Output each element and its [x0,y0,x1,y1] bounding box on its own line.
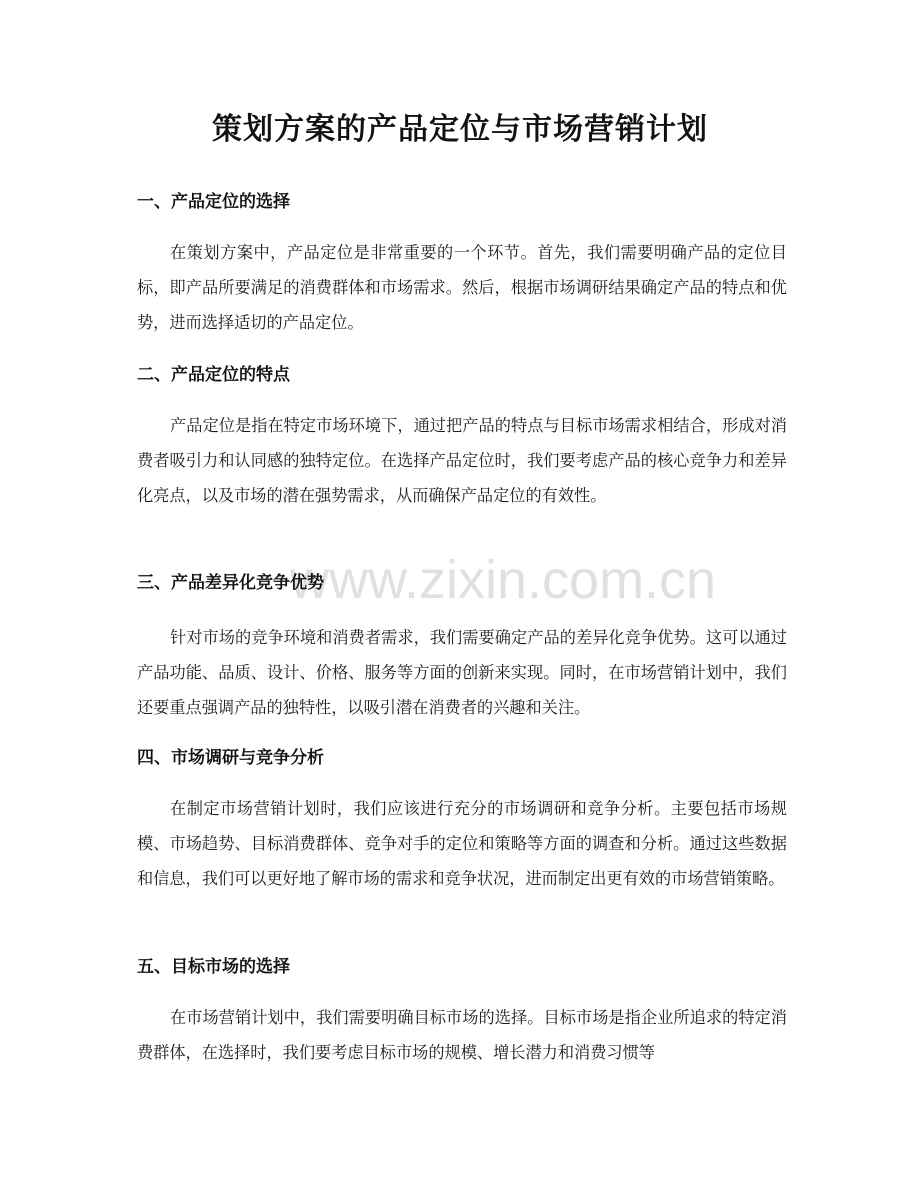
section-heading-4: 四、市场调研与竞争分析 [137,748,324,768]
section-body-4: 在制定市场营销计划时，我们应该进行充分的市场调研和竞争分析。主要包括市场规模、市场趋势、目标消费群体、竞争对手的定位和策略等方面的调查和分析。通过这些数据和信息，我们可以更好地了解市场的需求和竞争状况，进而制定出更有效的市场营销策略。 [137,799,787,888]
section-heading-3: 三、产品差异化竞争优势 [137,573,324,593]
section-body-5: 在市场营销计划中，我们需要明确目标市场的选择。目标市场是指企业所追求的特定消费群体，在选择时，我们要考虑目标市场的规模、增长潜力和消费习惯等 [137,1008,787,1062]
section-heading-2: 二、产品定位的特点 [137,365,290,385]
page-title: 策划方案的产品定位与市场营销计划 [212,112,708,147]
section-body-2: 产品定位是指在特定市场环境下，通过把产品的特点与目标市场需求相结合，形成对消费者吸引力和认同感的独特定位。在选择产品定位时，我们要考虑产品的核心竞争力和差异化亮点，以及市场的潜在强势需求，从而确保产品定位的有效性。 [137,416,787,505]
section-body-3: 针对市场的竞争环境和消费者需求，我们需要确定产品的差异化竞争优势。这可以通过产品功能、品质、设计、价格、服务等方面的创新来实现。同时，在市场营销计划中，我们还要重点强调产品的独特性，以吸引潜在消费者的兴趣和关注。 [137,628,787,717]
section-heading-5: 五、目标市场的选择 [137,957,290,977]
section-body-1: 在策划方案中，产品定位是非常重要的一个环节。首先，我们需要明确产品的定位目标，即产品所要满足的消费群体和市场需求。然后，根据市场调研结果确定产品的特点和优势，进而选择适切的产品定位。 [137,243,787,332]
watermark: www.zixin.com.cn [290,550,717,610]
section-heading-1: 一、产品定位的选择 [137,192,290,212]
